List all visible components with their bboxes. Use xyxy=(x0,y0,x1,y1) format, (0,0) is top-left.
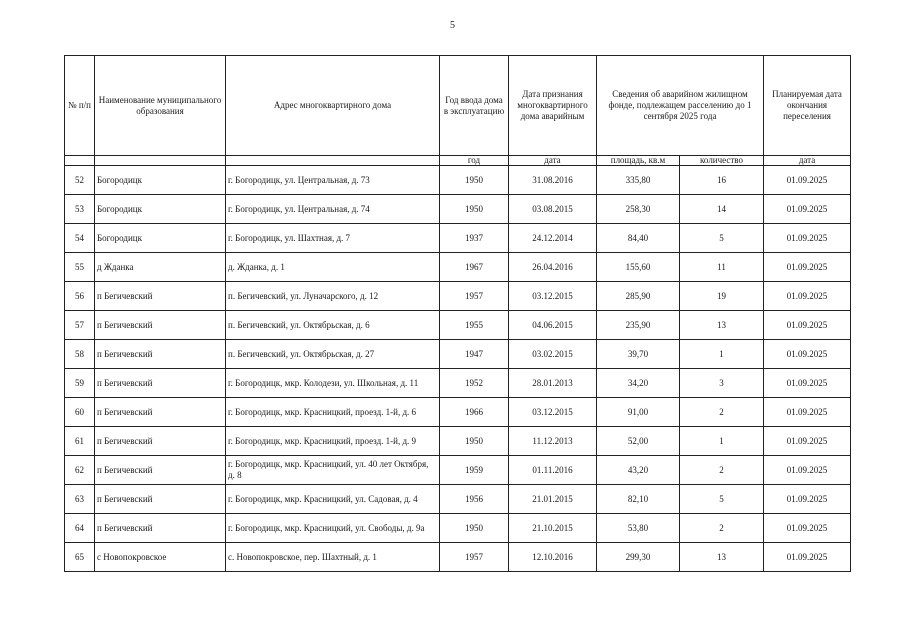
subheader-area: площадь, кв.м xyxy=(597,156,680,166)
table-row xyxy=(65,485,851,514)
row-address: с. Новопокровское, пер. Шахтный, д. 1 xyxy=(226,543,440,572)
row-area: 82,10 xyxy=(597,485,680,514)
table-row xyxy=(65,195,851,224)
row-area: 39,70 xyxy=(597,340,680,369)
row-year: 1937 xyxy=(440,224,509,253)
header-recognition-date: Дата признания многоквартирного дома аварийным xyxy=(509,56,597,156)
row-number: 62 xyxy=(65,456,95,485)
header-housing-info: Сведения об аварийном жилищном фонде, подлежащем расселению до 1 сентября 2025 года xyxy=(597,56,764,156)
row-municipality: п Бегичевский xyxy=(95,427,226,456)
row-recognition-date: 04.06.2015 xyxy=(509,311,597,340)
subheader-date: дата xyxy=(509,156,597,166)
row-planned-date: 01.09.2025 xyxy=(764,311,851,340)
table-row xyxy=(65,224,851,253)
row-area: 91,00 xyxy=(597,398,680,427)
row-municipality: Богородицк xyxy=(95,166,226,195)
row-count: 11 xyxy=(680,253,764,282)
subheader-plan: дата xyxy=(764,156,851,166)
row-number: 59 xyxy=(65,369,95,398)
row-recognition-date: 01.11.2016 xyxy=(509,456,597,485)
row-recognition-date: 21.10.2015 xyxy=(509,514,597,543)
row-number: 52 xyxy=(65,166,95,195)
header-num: № п/п xyxy=(65,56,95,156)
table-row xyxy=(65,166,851,195)
row-address: п. Бегичевский, ул. Луначарского, д. 12 xyxy=(226,282,440,311)
row-number: 56 xyxy=(65,282,95,311)
row-number: 58 xyxy=(65,340,95,369)
table-row xyxy=(65,253,851,282)
row-planned-date: 01.09.2025 xyxy=(764,195,851,224)
row-address: г. Богородицк, мкр. Колодези, ул. Школьная, д. 11 xyxy=(226,369,440,398)
row-municipality: п Бегичевский xyxy=(95,456,226,485)
table-row xyxy=(65,369,851,398)
row-count: 2 xyxy=(680,514,764,543)
row-recognition-date: 03.08.2015 xyxy=(509,195,597,224)
row-planned-date: 01.09.2025 xyxy=(764,543,851,572)
row-address: г. Богородицк, мкр. Красницкий, проезд. 1-й, д. 6 xyxy=(226,398,440,427)
table-row xyxy=(65,398,851,427)
row-address: д. Жданка, д. 1 xyxy=(226,253,440,282)
row-number: 63 xyxy=(65,485,95,514)
table-row xyxy=(65,340,851,369)
row-address: г. Богородицк, ул. Центральная, д. 74 xyxy=(226,195,440,224)
subheader-empty xyxy=(226,156,440,166)
row-recognition-date: 03.12.2015 xyxy=(509,282,597,311)
row-area: 258,30 xyxy=(597,195,680,224)
row-address: г. Богородицк, ул. Центральная, д. 73 xyxy=(226,166,440,195)
row-planned-date: 01.09.2025 xyxy=(764,514,851,543)
row-address: п. Бегичевский, ул. Октябрьская, д. 27 xyxy=(226,340,440,369)
row-recognition-date: 26.04.2016 xyxy=(509,253,597,282)
row-number: 64 xyxy=(65,514,95,543)
row-year: 1952 xyxy=(440,369,509,398)
table-row xyxy=(65,514,851,543)
row-count: 13 xyxy=(680,543,764,572)
row-number: 60 xyxy=(65,398,95,427)
row-address: г. Богородицк, мкр. Красницкий, ул. Свободы, д. 9а xyxy=(226,514,440,543)
row-count: 3 xyxy=(680,369,764,398)
table-row xyxy=(65,311,851,340)
row-area: 34,20 xyxy=(597,369,680,398)
row-address: г. Богородицк, мкр. Красницкий, ул. Садовая, д. 4 xyxy=(226,485,440,514)
row-planned-date: 01.09.2025 xyxy=(764,456,851,485)
row-address: г. Богородицк, мкр. Красницкий, ул. 40 лет Октября, д. 8 xyxy=(226,456,440,485)
row-year: 1957 xyxy=(440,543,509,572)
row-municipality: п Бегичевский xyxy=(95,311,226,340)
row-number: 54 xyxy=(65,224,95,253)
row-municipality: п Бегичевский xyxy=(95,340,226,369)
row-municipality: п Бегичевский xyxy=(95,282,226,311)
row-count: 13 xyxy=(680,311,764,340)
row-count: 1 xyxy=(680,340,764,369)
row-year: 1950 xyxy=(440,514,509,543)
row-municipality: с Новопокровское xyxy=(95,543,226,572)
row-recognition-date: 11.12.2013 xyxy=(509,427,597,456)
row-area: 84,40 xyxy=(597,224,680,253)
table-row xyxy=(65,456,851,485)
row-area: 52,00 xyxy=(597,427,680,456)
row-area: 335,80 xyxy=(597,166,680,195)
row-count: 1 xyxy=(680,427,764,456)
row-recognition-date: 03.12.2015 xyxy=(509,398,597,427)
row-year: 1950 xyxy=(440,427,509,456)
row-area: 43,20 xyxy=(597,456,680,485)
row-number: 65 xyxy=(65,543,95,572)
row-recognition-date: 03.02.2015 xyxy=(509,340,597,369)
subheader-row xyxy=(65,156,851,166)
row-year: 1957 xyxy=(440,282,509,311)
row-year: 1950 xyxy=(440,166,509,195)
header-year: Год ввода дома в эксплуатацию xyxy=(440,56,509,156)
row-year: 1966 xyxy=(440,398,509,427)
row-year: 1955 xyxy=(440,311,509,340)
row-planned-date: 01.09.2025 xyxy=(764,369,851,398)
row-count: 16 xyxy=(680,166,764,195)
row-municipality: п Бегичевский xyxy=(95,398,226,427)
row-planned-date: 01.09.2025 xyxy=(764,427,851,456)
row-planned-date: 01.09.2025 xyxy=(764,224,851,253)
row-municipality: п Бегичевский xyxy=(95,369,226,398)
row-number: 61 xyxy=(65,427,95,456)
row-area: 299,30 xyxy=(597,543,680,572)
table-row xyxy=(65,543,851,572)
row-count: 19 xyxy=(680,282,764,311)
row-address: г. Богородицк, мкр. Красницкий, проезд. 1-й, д. 9 xyxy=(226,427,440,456)
row-municipality: д Жданка xyxy=(95,253,226,282)
row-year: 1956 xyxy=(440,485,509,514)
row-planned-date: 01.09.2025 xyxy=(764,485,851,514)
row-recognition-date: 21.01.2015 xyxy=(509,485,597,514)
row-recognition-date: 28.01.2013 xyxy=(509,369,597,398)
row-municipality: п Бегичевский xyxy=(95,514,226,543)
row-year: 1950 xyxy=(440,195,509,224)
row-address: п. Бегичевский, ул. Октябрьская, д. 6 xyxy=(226,311,440,340)
row-address: г. Богородицк, ул. Шахтная, д. 7 xyxy=(226,224,440,253)
row-recognition-date: 31.08.2016 xyxy=(509,166,597,195)
subheader-empty xyxy=(95,156,226,166)
row-count: 5 xyxy=(680,485,764,514)
header-row xyxy=(65,56,851,156)
row-municipality: п Бегичевский xyxy=(95,485,226,514)
table-row xyxy=(65,282,851,311)
row-count: 5 xyxy=(680,224,764,253)
row-year: 1967 xyxy=(440,253,509,282)
row-count: 14 xyxy=(680,195,764,224)
table-row xyxy=(65,427,851,456)
row-planned-date: 01.09.2025 xyxy=(764,253,851,282)
row-planned-date: 01.09.2025 xyxy=(764,166,851,195)
header-address: Адрес многоквартирного дома xyxy=(226,56,440,156)
row-municipality: Богородицк xyxy=(95,195,226,224)
row-planned-date: 01.09.2025 xyxy=(764,398,851,427)
page-number: 5 xyxy=(450,20,455,31)
row-area: 235,90 xyxy=(597,311,680,340)
emergency-housing-table xyxy=(64,55,851,572)
row-municipality: Богородицк xyxy=(95,224,226,253)
row-number: 55 xyxy=(65,253,95,282)
row-planned-date: 01.09.2025 xyxy=(764,340,851,369)
row-recognition-date: 24.12.2014 xyxy=(509,224,597,253)
header-planned-date: Планируемая дата окончания переселения xyxy=(764,56,851,156)
row-planned-date: 01.09.2025 xyxy=(764,282,851,311)
subheader-year: год xyxy=(440,156,509,166)
row-year: 1947 xyxy=(440,340,509,369)
row-year: 1959 xyxy=(440,456,509,485)
subheader-count: количество xyxy=(680,156,764,166)
row-number: 53 xyxy=(65,195,95,224)
header-municipality: Наименование муниципального образования xyxy=(95,56,226,156)
row-number: 57 xyxy=(65,311,95,340)
row-area: 155,60 xyxy=(597,253,680,282)
row-area: 53,80 xyxy=(597,514,680,543)
row-count: 2 xyxy=(680,456,764,485)
row-count: 2 xyxy=(680,398,764,427)
row-recognition-date: 12.10.2016 xyxy=(509,543,597,572)
row-area: 285,90 xyxy=(597,282,680,311)
subheader-empty xyxy=(65,156,95,166)
